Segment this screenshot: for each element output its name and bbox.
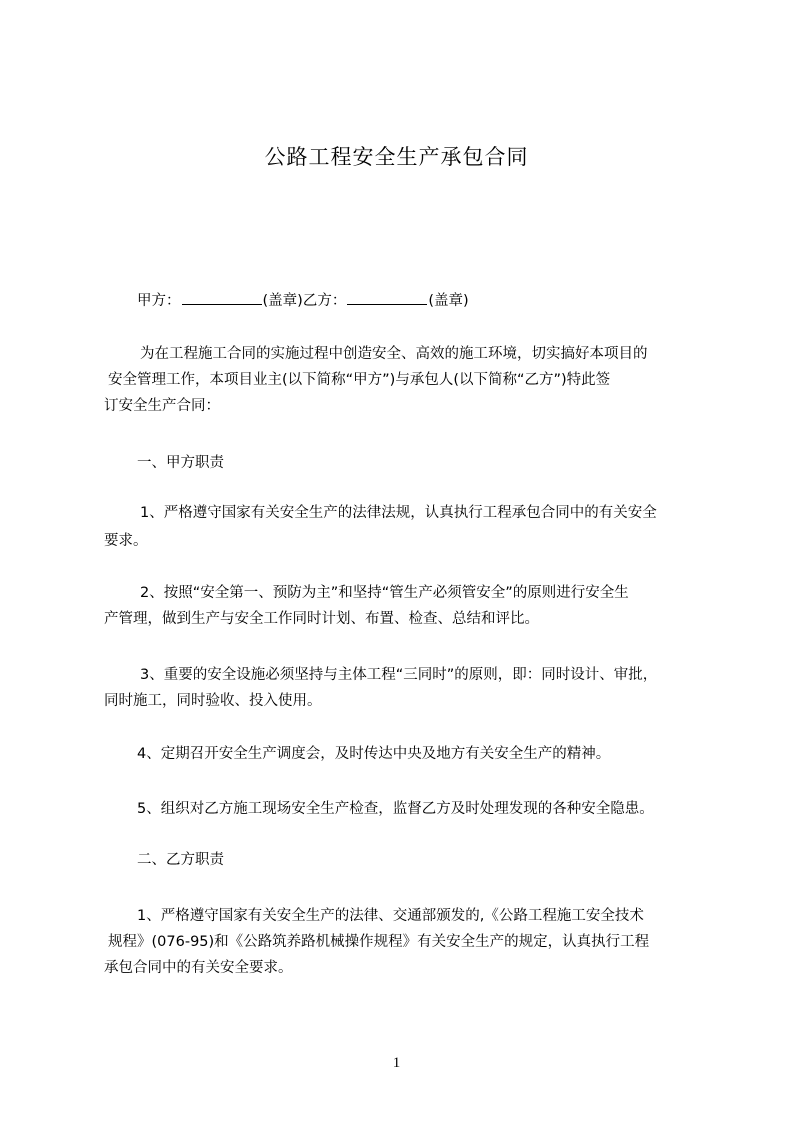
party-a-duty-2-cont: 产管理，做到生产与安全工作同时计划、布置、检查、总结和评比。	[104, 611, 539, 627]
party-a-duty-2: 2、按照“安全第一、预防为主”和坚持“管生产必须管安全”的原则进行安全生	[140, 585, 629, 601]
section-heading-party-a: 一、甲方职责	[137, 455, 224, 471]
preamble-line: 订安全生产合同：	[104, 398, 220, 414]
preamble-line: 为在工程施工合同的实施过程中创造安全、高效的施工环境，切实搞好本项目的	[140, 346, 648, 362]
party-a-seal: (盖章)	[262, 293, 303, 309]
party-a-signature-blank[interactable]	[182, 290, 262, 305]
section-heading-party-b: 二、乙方职责	[137, 852, 224, 868]
document-title: 公路工程安全生产承包合同	[264, 145, 529, 169]
party-b-duty-1-cont: 规程》(076-95)和《公路筑养路机械操作规程》有关安全生产的规定，认真执行工程	[108, 934, 650, 950]
party-a-label: 甲方：	[137, 293, 181, 309]
party-b-signature-blank[interactable]	[347, 290, 427, 305]
party-b-label: 乙方：	[302, 293, 347, 309]
party-a-duty-1-cont: 要求。	[104, 533, 148, 549]
party-b-duty-1-cont: 承包合同中的有关安全要求。	[104, 960, 293, 976]
party-a-duty-5: 5、组织对乙方施工现场安全生产检查，监督乙方及时处理发现的各种安全隐患。	[137, 801, 654, 817]
preamble-line: 安全管理工作，本项目业主(以下简称“甲方”)与承包人(以下简称“乙方”)特此签	[108, 372, 611, 388]
party-b-duty-1: 1、严格遵守国家有关安全生产的法律、交通部颁发的,《公路工程施工安全技术	[137, 908, 644, 924]
page-number: 1	[392, 1055, 401, 1071]
party-a-duty-1: 1、严格遵守国家有关安全生产的法律法规，认真执行工程承包合同中的有关安全	[140, 505, 657, 521]
parties-line	[137, 290, 469, 312]
party-a-duty-3: 3、重要的安全设施必须坚持与主体工程“三同时”的原则，即：同时设计、审批，	[140, 667, 658, 683]
party-a-duty-4: 4、定期召开安全生产调度会，及时传达中央及地方有关安全生产的精神。	[137, 746, 611, 762]
party-b-seal: (盖章)	[428, 293, 469, 309]
party-a-duty-3-cont: 同时施工，同时验收、投入使用。	[104, 693, 322, 709]
